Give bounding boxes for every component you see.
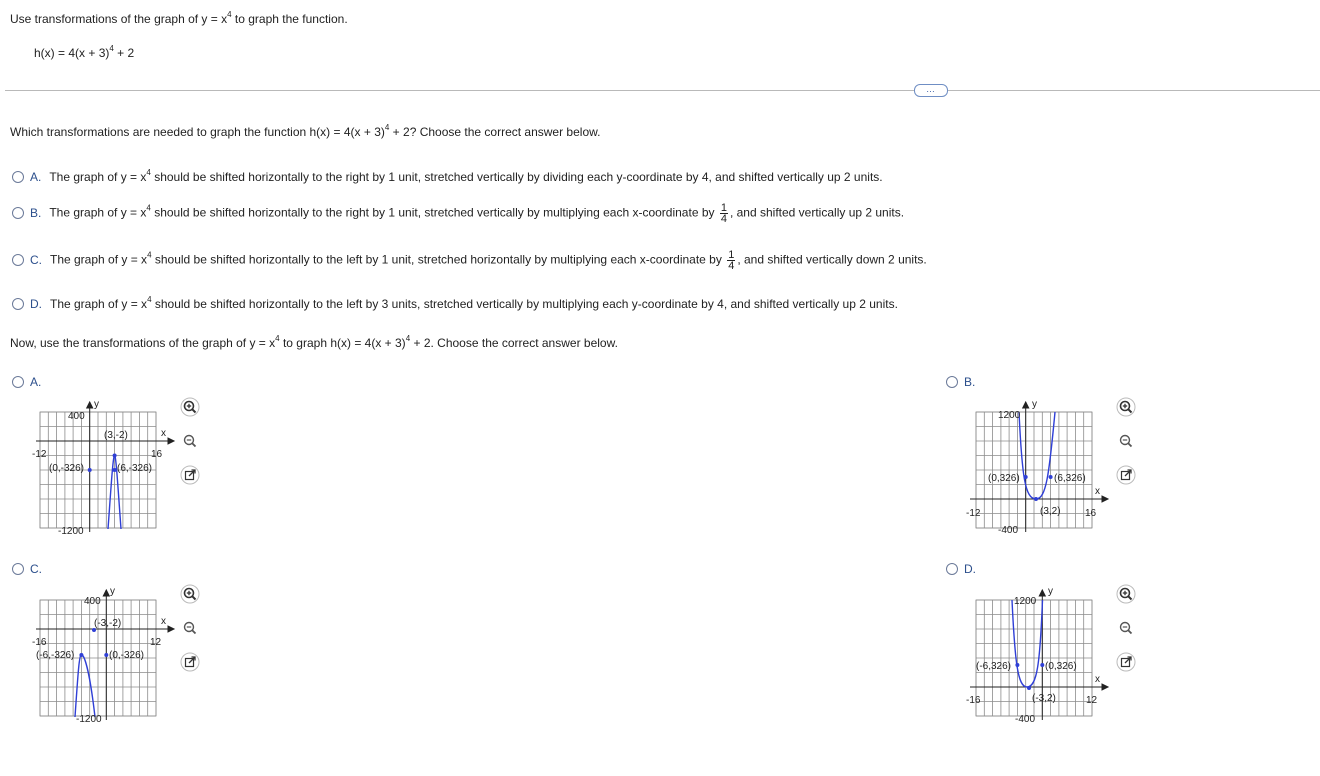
option-1-a[interactable]: A. The graph of $y = x^4$ should be shifted horizontally to the right by 1 unit, stretched vertically by dividing each y-coordinate by 4, and shifted vertically up 2 units. xyxy=(12,170,883,184)
svg-text:16: 16 xyxy=(151,449,163,460)
radio-icon[interactable] xyxy=(946,563,958,575)
svg-text:-12: -12 xyxy=(32,449,47,460)
fraction: $\frac{1}{4}$ xyxy=(728,249,735,272)
labels xyxy=(966,399,1100,536)
zoom-out-icon[interactable] xyxy=(180,618,200,638)
svg-text:(3,-2): (3,-2) xyxy=(104,430,128,441)
points xyxy=(1024,475,1053,501)
labels xyxy=(966,586,1100,724)
svg-text:x: x xyxy=(161,428,166,439)
question-1: Which transformations are needed to graph the function $h(x) = 4(x + 3)^4 + 2$? Choose the correct answer below. xyxy=(10,123,601,139)
svg-text:(6,-326): (6,-326) xyxy=(117,463,153,474)
radio-icon[interactable] xyxy=(12,207,24,219)
svg-text:-12: -12 xyxy=(966,508,981,519)
svg-text:(-6,326): (-6,326) xyxy=(976,661,1012,672)
curve xyxy=(75,654,95,717)
graph-d xyxy=(962,584,1112,724)
svg-text:12: 12 xyxy=(1086,695,1098,706)
svg-text:x: x xyxy=(1095,674,1100,685)
zoom-in-icon[interactable] xyxy=(1116,584,1136,604)
expand-more-button[interactable]: … xyxy=(914,84,948,97)
option-1-b[interactable]: B. The graph of $y = x^4$ should be shifted horizontally to the right by 1 unit, stretched vertically by multiplying each x-coordinate by $\frac{1}{4}$ , and shifted vertically up 2 units. xyxy=(12,203,904,224)
instruction-text: Use transformations of the graph of $y = x^4$ to graph the function. xyxy=(10,10,348,26)
svg-text:-400: -400 xyxy=(1015,714,1036,724)
option-2-c[interactable]: C. xyxy=(12,562,50,576)
radio-icon[interactable] xyxy=(12,298,24,310)
radio-icon[interactable] xyxy=(12,563,24,575)
svg-text:(6,326): (6,326) xyxy=(1054,473,1086,484)
svg-text:16: 16 xyxy=(1085,508,1097,519)
graph-a xyxy=(28,396,178,536)
svg-text:x: x xyxy=(1095,486,1100,497)
zoom-out-icon[interactable] xyxy=(180,431,200,451)
question-2: Now, use the transformations of the graph of $y = x^4$ to graph $h(x) = 4(x + 3)^4 + 2$. Choose the correct answer below. xyxy=(10,334,618,350)
svg-text:y: y xyxy=(1048,586,1053,597)
option-1-c[interactable]: C. The graph of $y = x^4$ should be shifted horizontally to the left by 1 unit, stretched horizontally by multiplying each x-coordinate by $\frac{1}{4}$ , and shifted vertically down 2 units. xyxy=(12,250,927,271)
option-2-d[interactable]: D. xyxy=(946,562,984,576)
option-2-b[interactable]: B. xyxy=(946,375,983,389)
svg-text:(-6,-326): (-6,-326) xyxy=(36,650,75,661)
svg-text:y: y xyxy=(110,586,115,597)
graph-c xyxy=(28,584,178,724)
svg-text:(-3,2): (-3,2) xyxy=(1032,693,1056,704)
function-display: $h(x) = 4(x + 3)^4 + 2$ xyxy=(34,44,135,60)
svg-text:y: y xyxy=(1032,399,1037,410)
svg-text:(0,326): (0,326) xyxy=(988,473,1020,484)
svg-text:-400: -400 xyxy=(998,525,1019,536)
grid xyxy=(976,412,1092,528)
popout-icon[interactable] xyxy=(1116,652,1136,672)
fraction: $\frac{1}{4}$ xyxy=(720,202,727,225)
svg-text:-1200: -1200 xyxy=(58,526,84,536)
svg-text:x: x xyxy=(161,616,166,627)
zoom-in-icon[interactable] xyxy=(1116,397,1136,417)
zoom-in-icon[interactable] xyxy=(180,584,200,604)
graph-b xyxy=(962,396,1112,536)
radio-icon[interactable] xyxy=(12,171,24,183)
option-2-a[interactable]: A. xyxy=(12,375,49,389)
svg-text:(0,-326): (0,-326) xyxy=(49,463,85,474)
zoom-out-icon[interactable] xyxy=(1116,618,1136,638)
svg-text:1200: 1200 xyxy=(998,410,1021,421)
svg-text:400: 400 xyxy=(68,411,85,422)
svg-text:(-3,-2): (-3,-2) xyxy=(94,618,122,629)
radio-icon[interactable] xyxy=(12,376,24,388)
points xyxy=(79,628,108,657)
svg-text:-1200: -1200 xyxy=(76,714,102,724)
popout-icon[interactable] xyxy=(180,465,200,485)
popout-icon[interactable] xyxy=(180,652,200,672)
svg-text:400: 400 xyxy=(84,596,101,607)
svg-text:-16: -16 xyxy=(32,637,47,648)
labels xyxy=(32,586,166,724)
labels xyxy=(32,399,166,536)
zoom-in-icon[interactable] xyxy=(180,397,200,417)
popout-icon[interactable] xyxy=(1116,465,1136,485)
svg-text:-16: -16 xyxy=(966,695,981,706)
svg-text:y: y xyxy=(94,399,99,410)
svg-text:(3,2): (3,2) xyxy=(1040,506,1061,517)
option-1-d[interactable]: D. The graph of $y = x^4$ should be shifted horizontally to the left by 3 units, stretched vertically by multiplying each y-coordinate by 4, and shifted vertically up 2 units. xyxy=(12,297,898,311)
svg-text:(0,-326): (0,-326) xyxy=(109,650,145,661)
radio-icon[interactable] xyxy=(946,376,958,388)
zoom-out-icon[interactable] xyxy=(1116,431,1136,451)
svg-text:1200: 1200 xyxy=(1014,596,1037,607)
radio-icon[interactable] xyxy=(12,254,24,266)
section-divider xyxy=(5,90,1320,91)
svg-text:(0,326): (0,326) xyxy=(1045,661,1077,672)
svg-text:12: 12 xyxy=(150,637,162,648)
